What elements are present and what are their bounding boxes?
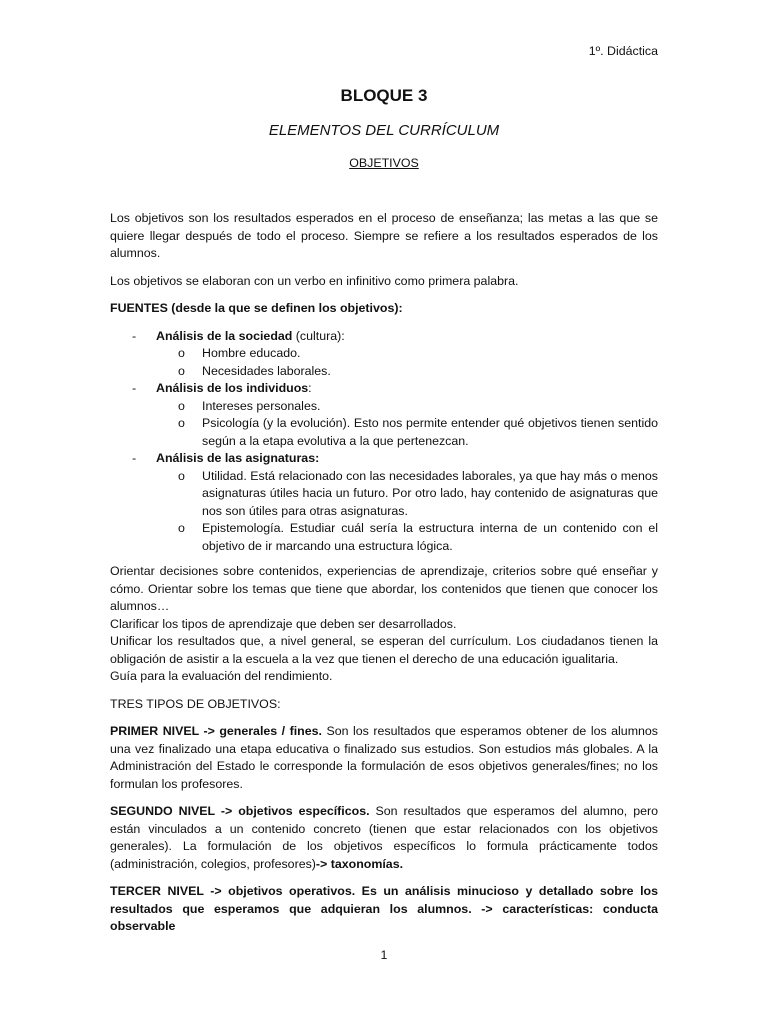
page-title: BLOQUE 3: [340, 86, 428, 105]
paragraph-definition: Los objetivos son los resultados esperados en el proceso de enseñanza; las metas a las que se quiere llegar después de todo el proceso. Siempre se refiere a los resultados esperados de los alumnos.: [110, 211, 658, 260]
tercer-nivel-paragraph: TERCER NIVEL -> objetivos operativos. Es un análisis minucioso y detallado sobre los resultados que esperamos que adquieran los alumnos. -> características: conducta observable: [110, 884, 658, 933]
course-header: 1º. Didáctica: [588, 44, 658, 58]
list-bullet: -: [132, 451, 137, 465]
list-item: - Análisis de la sociedad (cultura):: [110, 328, 658, 346]
function-line: Guía para la evaluación del rendimiento.: [110, 669, 333, 683]
functions-block: [110, 563, 658, 686]
list-bullet: -: [132, 328, 137, 343]
primer-nivel-paragraph: PRIMER NIVEL -> generales / fines. Son los resultados que esperamos obtener de los alumnos una vez finalizado una etapa educativa o finalizado sus estudios. Son estudios más globales. A la Administración del Estado le corresponde la formulación de esos objetivos generales/fines; no los formulan los profesores.: [110, 724, 658, 791]
list-bullet: -: [132, 381, 137, 395]
sub-bullet: o: [178, 468, 185, 483]
sub-bullet: o: [178, 346, 185, 360]
sub-bullet: o: [178, 416, 185, 430]
sub-bullet: o: [178, 398, 185, 413]
sub-list: [110, 345, 658, 380]
tipos-heading: TRES TIPOS DE OBJETIVOS:: [110, 696, 281, 711]
segundo-nivel-paragraph: SEGUNDO NIVEL -> objetivos específicos. Son resultados que esperamos del alumno, pero están vinculados a un contenido concreto (tienen que estar relacionados con los objetivos generales). La formulación de los objetivos específicos lo formula prácticamente todos (administración, colegios, profesores)-> taxonomías.: [110, 804, 658, 871]
list-item: - Análisis de las asignaturas:: [110, 450, 658, 468]
sub-bullet: o: [178, 363, 185, 378]
sub-list-item: o Hombre educado.: [110, 345, 658, 363]
function-line: Unificar los resultados que, a nivel general, se esperan del currículum. Los ciudadanos tienen la obligación de asistir a la escuela a la vez que tienen el derecho de una educación igualitaria.: [110, 634, 658, 666]
function-line: Clarificar los tipos de aprendizaje que deben ser desarrollados.: [110, 616, 457, 631]
paragraph-infinitive: Los objetivos se elaboran con un verbo en infinitivo como primera palabra.: [110, 273, 519, 288]
function-line: Orientar decisiones sobre contenidos, experiencias de aprendizaje, criterios sobre qué enseñar y cómo. Orientar sobre los temas que tiene que abordar, los contenidos que tienen que conocer los alumnos…: [110, 564, 658, 613]
sub-list-item: o Psicología (y la evolución). Esto nos permite entender qué objetivos tienen sentido según a la etapa evolutiva a la que pertenezcan.: [178, 416, 658, 448]
sub-list: [110, 468, 658, 556]
sub-list: [110, 398, 658, 451]
sub-list-item: o Epistemología. Estudiar cuál sería la estructura interna de un contenido con el objetivo de ir marcando una estructura lógica.: [178, 521, 658, 553]
fuentes-list: [110, 328, 658, 556]
sub-list-item: o Necesidades laborales.: [110, 363, 658, 381]
section-heading: OBJETIVOS: [349, 156, 419, 170]
sub-list-item: o Intereses personales.: [110, 398, 658, 416]
list-item: - Análisis de los individuos:: [110, 380, 658, 398]
sub-list-item: o Utilidad. Está relacionado con las necesidades laborales, ya que hay más o menos asignaturas útiles hacia un futuro. Por otro lado, hay contenido de asignaturas que nos son útiles para otras asignaturas.: [178, 468, 658, 518]
sub-bullet: o: [178, 521, 185, 535]
fuentes-heading: FUENTES (desde la que se definen los objetivos):: [110, 301, 403, 315]
page-number: 1: [380, 948, 388, 962]
document-body: [110, 210, 658, 946]
page-subtitle: ELEMENTOS DEL CURRÍCULUM: [268, 122, 500, 139]
